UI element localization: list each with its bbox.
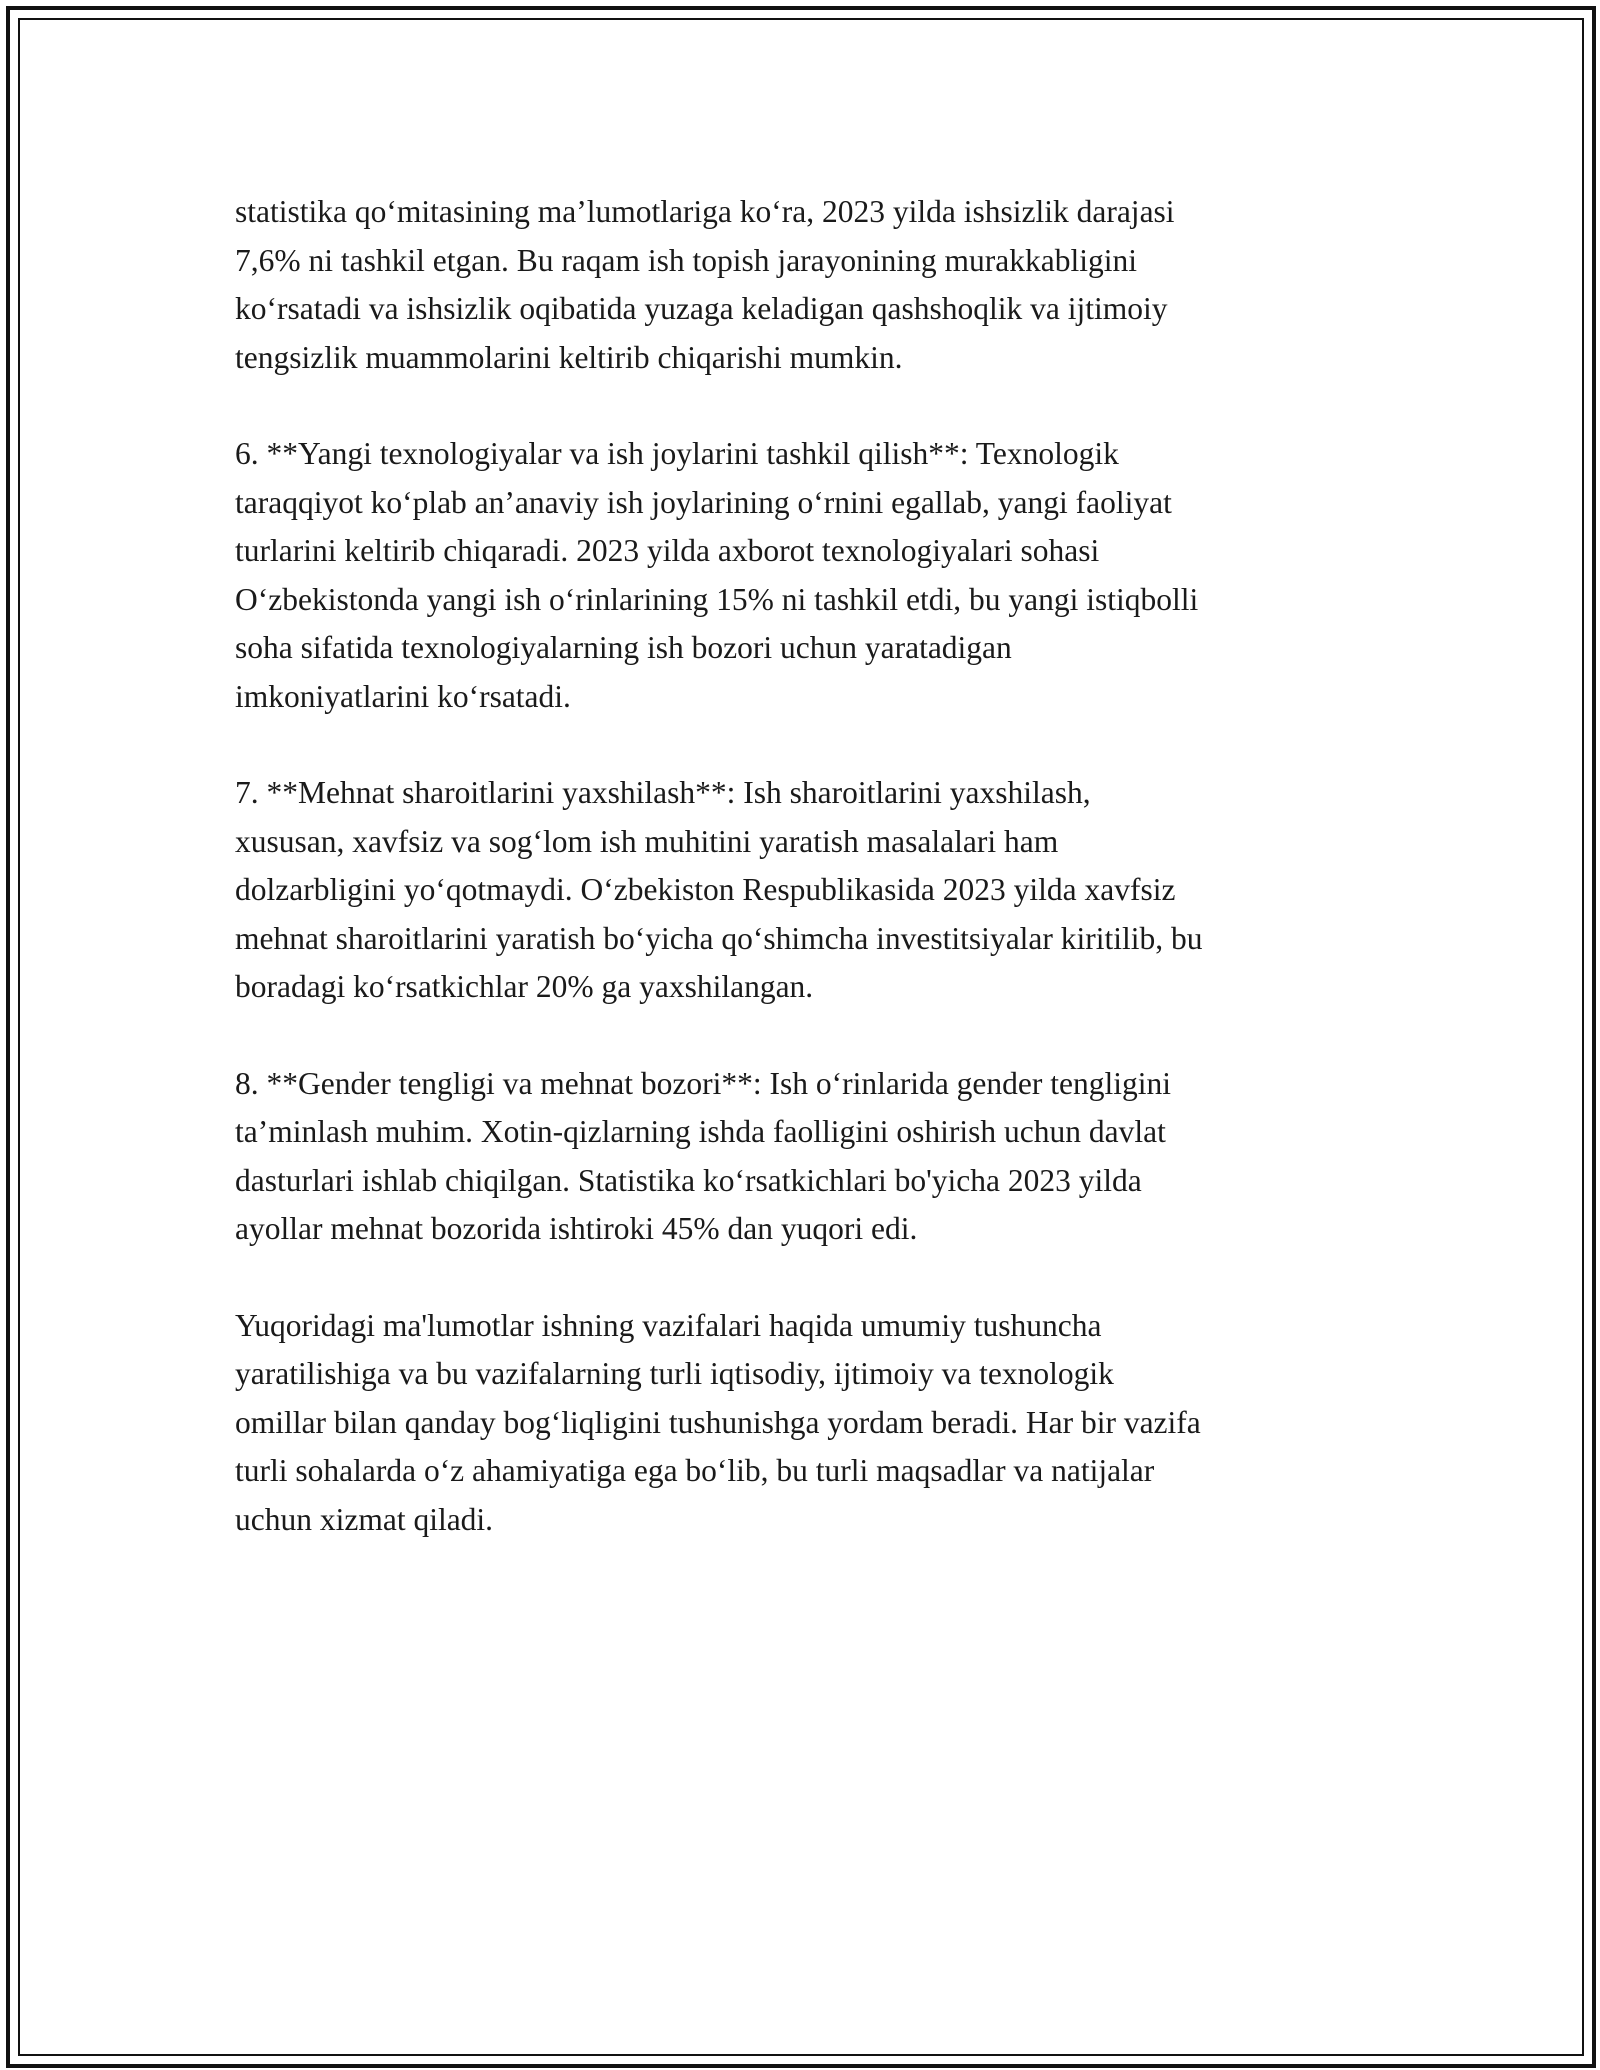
paragraph-conclusion: Yuqoridagi ma'lumotlar ishning vazifalari haqida umumiy tushuncha yaratilishiga va bu vazifalarning turli iqtisodiy, ijtimoiy va texnologik omillar bilan qanday bog‘liqligini tushunishga yordam beradi. Har bir vazifa turli sohalarda o‘z ahamiyatiga ega bo‘lib, bu turli maqsadlar va natijalar uchun xizmat qiladi. [235, 1307, 1201, 1537]
document-body [235, 188, 1370, 1592]
paragraph-gender-equality: 8. **Gender tengligi va mehnat bozori**: Ish o‘rinlarida gender tengligini ta’minlash muhim. Xotin-qizlarning ishda faolligini oshirish uchun davlat dasturlari ishlab chiqilgan. Statistika ko‘rsatkichlari bo'yicha 2023 yilda ayollar mehnat bozorida ishtiroki 45% dan yuqori edi. [235, 1065, 1171, 1246]
paragraph-new-technologies: 6. **Yangi texnologiyalar va ish joylarini tashkil qilish**: Texnologik taraqqiyot ko‘plab an’anaviy ish joylarining o‘rnini egallab, yangi faoliyat turlarini keltirib chiqaradi. 2023 yilda axborot texnologiyalari sohasi O‘zbekistonda yangi ish o‘rinlarining 15% ni tashkil etdi, bu yangi istiqbolli soha sifatida texnologiyalarning ish bozori uchun yaratadigan imkoniyatlarini ko‘rsatadi. [235, 436, 1199, 714]
paragraph-working-conditions: 7. **Mehnat sharoitlarini yaxshilash**: Ish sharoitlarini yaxshilash, xususan, xavfsiz va sog‘lom ish muhitini yaratish masalalari ham dolzarbligini yo‘qotmaydi. O‘zbekiston Respublikasida 2023 yilda xavfsiz mehnat sharoitlarini yaratish bo‘yicha qo‘shimcha investitsiyalar kiritilib, bu boradagi ko‘rsatkichlar 20% ga yaxshilangan. [235, 775, 1203, 1004]
paragraph-unemployment-statistics: statistika qo‘mitasining ma’lumotlariga ko‘ra, 2023 yilda ishsizlik darajasi 7,6% ni tashkil etgan. Bu raqam ish topish jarayonining murakkabligini ko‘rsatadi va ishsizlik oqibatida yuzaga keladigan qashshoqlik va ijtimoiy tengsizlik muammolarini keltirib chiqarishi mumkin. [235, 194, 1175, 375]
